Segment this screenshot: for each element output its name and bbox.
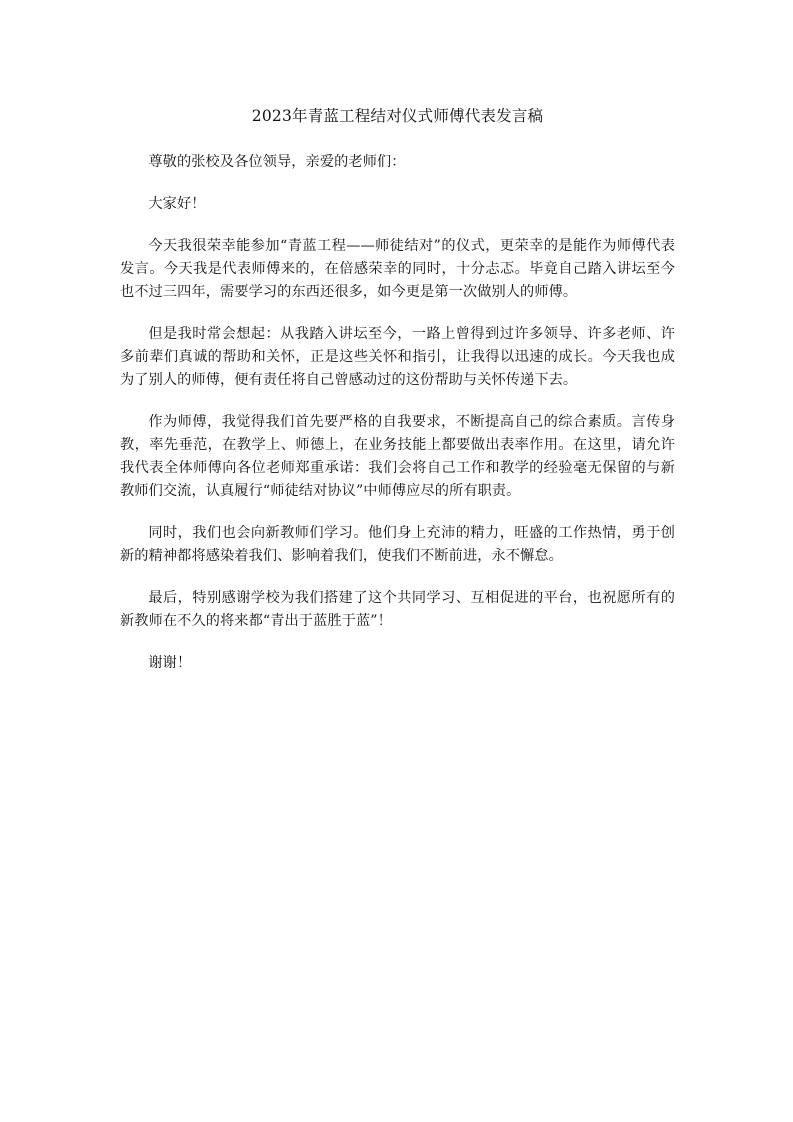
paragraph-body-5: 最后，特别感谢学校为我们搭建了这个共同学习、互相促进的平台，也祝愿所有的新教师在不久的将来都“青出于蓝胜于蓝”！ xyxy=(120,590,675,629)
paragraph-body-1: 今天我很荣幸能参加“青蓝工程——师徒结对”的仪式，更荣幸的是能作为师傅代表发言。今天我是代表师傅来的，在倍感荣幸的同时，十分忐忑。毕竟自己踏入讲坛至今也不过三四年，需要学习的东西还很多，如今更是第一次做别人的师傅。 xyxy=(120,238,675,300)
paragraph-body-3: 作为师傅，我觉得我们首先要严格的自我要求，不断提高自己的综合素质。言传身教，率先垂范，在教学上、师德上，在业务技能上都要做出表率作用。在这里，请允许我代表全体师傅向各位老师郑重承诺：我们会将自己工作和教学的经验毫无保留的与新教师们交流，认真履行“师徒结对协议”中师傅应尽的所有职责。 xyxy=(120,414,675,499)
paragraph-greeting: 大家好！ xyxy=(148,196,206,212)
paragraph-body-4: 同时，我们也会向新教师们学习。他们身上充沛的精力，旺盛的工作热情，勇于创新的精神都将感染着我们、影响着我们，使我们不断前进，永不懈怠。 xyxy=(120,525,675,564)
paragraph-closing: 谢谢！ xyxy=(148,655,192,671)
document-title: 2023年青蓝工程结对仪式师傅代表发言稿 xyxy=(251,107,544,125)
paragraph-salutation: 尊敬的张校及各位领导，亲爱的老师们： xyxy=(148,154,406,170)
paragraph-body-2: 但是我时常会想起：从我踏入讲坛至今，一路上曾得到过许多领导、许多老师、许多前辈们真诚的帮助和关怀，正是这些关怀和指引，让我得以迅速的成长。今天我也成为了别人的师傅，便有责任将自己曾感动过的这份帮助与关怀传递下去。 xyxy=(120,326,675,388)
